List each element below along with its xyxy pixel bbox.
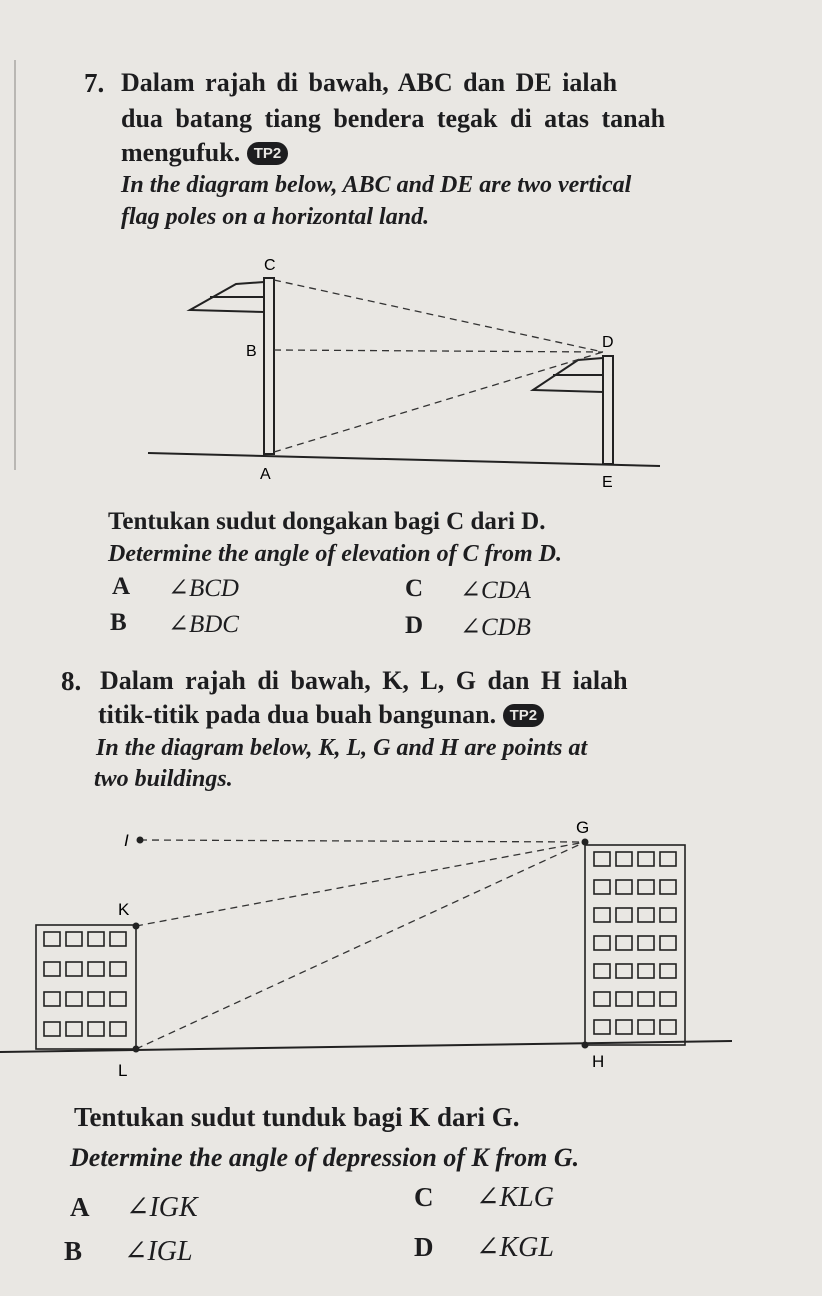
option-b-letter[interactable]: B <box>64 1236 83 1266</box>
option-d-letter[interactable]: D <box>405 612 424 639</box>
option-a-letter[interactable]: A <box>112 573 131 600</box>
question-text-malay-line-2: dua batang tiang bendera tegak di atas tanah <box>121 104 666 133</box>
option-c-letter[interactable]: C <box>405 575 424 602</box>
question-text-malay-part: mengufuk. <box>121 138 241 167</box>
option-a-value[interactable]: ∠IGK <box>126 1192 198 1223</box>
option-c-value[interactable]: ∠KLG <box>476 1182 554 1213</box>
ask-english: Determine the angle of depression of K from G. <box>70 1143 580 1172</box>
label-k: K <box>118 900 130 919</box>
option-a-letter[interactable]: A <box>70 1192 90 1222</box>
ask-malay: Tentukan sudut dongakan bagi C dari D. <box>108 508 546 535</box>
label-e: E <box>602 474 613 491</box>
line-a-to-d <box>274 352 603 452</box>
label-g: G <box>576 818 590 837</box>
option-d-value[interactable]: ∠CDB <box>460 614 531 641</box>
flag-pole-abc <box>264 278 274 454</box>
question-text-english-line-1: In the diagram below, ABC and DE are two vertical <box>121 172 632 198</box>
tp-badge: TP2 <box>247 142 289 165</box>
question-number: 8. <box>61 666 82 696</box>
building-gh-windows <box>594 852 676 1034</box>
option-d-value[interactable]: ∠KGL <box>476 1232 554 1263</box>
label-c: C <box>264 257 276 274</box>
label-i: I <box>124 831 129 850</box>
building-kl-windows <box>44 932 126 1036</box>
point-g <box>582 839 589 846</box>
option-b-letter[interactable]: B <box>110 609 127 636</box>
ask-english: Determine the angle of elevation of C from D. <box>108 541 562 567</box>
question-text-malay-line-1: Dalam rajah di bawah, K, L, G dan H ialah <box>100 666 628 695</box>
buildings-diagram <box>0 800 822 1090</box>
question-text-english-line-1: In the diagram below, K, L, G and H are points at <box>96 735 588 761</box>
point-h <box>582 1042 589 1049</box>
question-text-malay-line-2 <box>98 700 544 730</box>
flag-pole-diagram <box>0 0 822 500</box>
ground-line <box>0 1041 732 1052</box>
label-a: A <box>260 466 271 483</box>
question-text-english-line-2: two buildings. <box>94 766 233 792</box>
point-l <box>133 1046 140 1053</box>
label-h: H <box>592 1052 605 1071</box>
point-i <box>137 837 144 844</box>
option-d-letter[interactable]: D <box>414 1232 434 1262</box>
line-of-sight-g-to-k <box>136 842 585 926</box>
option-b-value[interactable]: ∠IGL <box>124 1236 193 1267</box>
option-c-letter[interactable]: C <box>414 1182 434 1212</box>
label-b: B <box>246 343 257 360</box>
horizontal-line-i-to-g <box>140 840 585 842</box>
ask-malay: Tentukan sudut tunduk bagi K dari G. <box>74 1102 520 1132</box>
building-kl <box>36 925 136 1049</box>
question-number: 7. <box>84 68 105 98</box>
line-g-to-l <box>136 842 585 1049</box>
flag-pole-de <box>603 356 613 464</box>
line-of-sight-c-to-d <box>274 280 603 352</box>
question-text-malay-part: titik-titik pada dua buah bangunan. <box>98 700 497 729</box>
option-c-value[interactable]: ∠CDA <box>460 577 531 604</box>
tp-badge: TP2 <box>503 704 545 727</box>
building-gh <box>585 845 685 1045</box>
label-d: D <box>602 334 614 351</box>
option-a-value[interactable]: ∠BCD <box>168 575 239 602</box>
horizontal-line-b-to-d <box>274 350 603 352</box>
question-text-english-line-2: flag poles on a horizontal land. <box>121 204 430 230</box>
point-k <box>133 923 140 930</box>
ground-line <box>148 453 660 466</box>
option-b-value[interactable]: ∠BDC <box>168 611 239 638</box>
question-text-malay-line-1: Dalam rajah di bawah, ABC dan DE ialah <box>121 68 618 97</box>
label-l: L <box>118 1061 128 1080</box>
